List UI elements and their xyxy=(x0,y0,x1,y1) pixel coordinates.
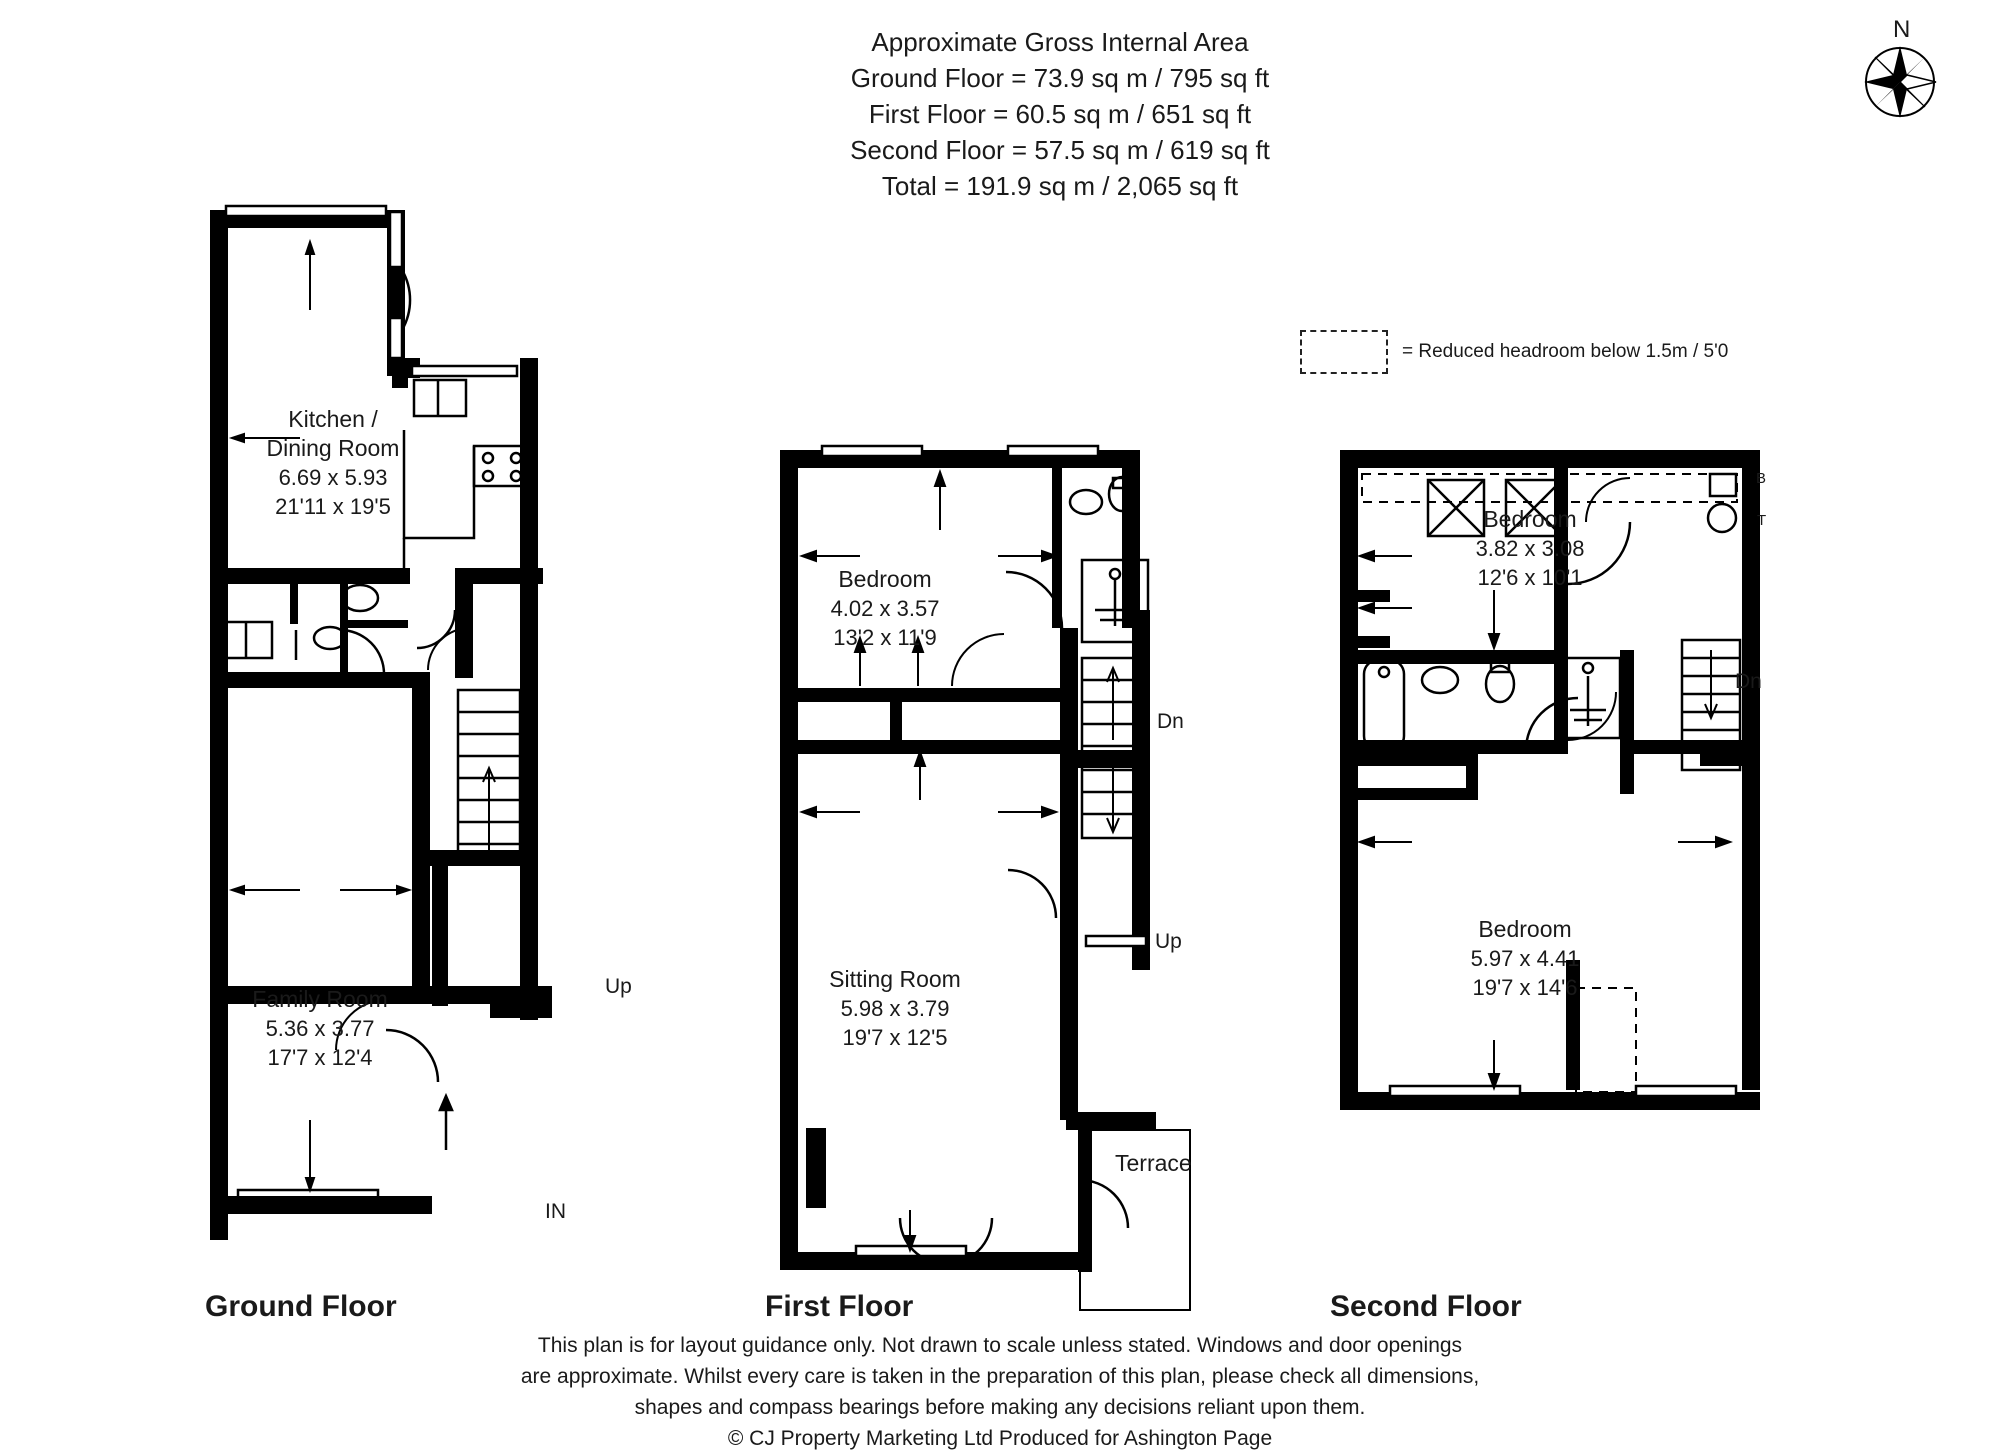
room-second-bedroom-small-name: Bedroom xyxy=(1483,506,1577,532)
compass-icon xyxy=(1845,20,1955,130)
tank-cupboard-label: T xyxy=(1757,512,1767,529)
disclaimer-copyright: © CJ Property Marketing Ltd Produced for Ashington Page xyxy=(727,1427,1273,1450)
room-second-bedroom-large xyxy=(1375,915,1675,1002)
compass-rose xyxy=(1845,16,1955,130)
room-kitchen-dining-name-1: Kitchen / xyxy=(288,406,378,432)
disclaimer-line-1: This plan is for layout guidance only. Not drawn to scale unless stated. Windows and door openings xyxy=(537,1334,1463,1357)
caption-ground-floor: Ground Floor xyxy=(205,1290,397,1323)
terrace-label: Terrace xyxy=(1115,1150,1192,1176)
room-sitting-imperial: 19'7 x 12'5 xyxy=(842,1025,948,1050)
area-total: Total = 191.9 sq m / 2,065 sq ft xyxy=(881,171,1239,201)
room-second-bedroom-small-imperial: 12'6 x 10'1 xyxy=(1477,565,1583,590)
room-kitchen-dining-imperial: 21'11 x 19'5 xyxy=(275,494,391,519)
room-second-bedroom-large-name: Bedroom xyxy=(1478,916,1572,942)
second-stairs-down-label: Dn xyxy=(1735,670,1762,693)
headroom-key-swatch xyxy=(1300,330,1388,374)
room-family-metric: 5.36 x 3.77 xyxy=(265,1016,375,1041)
ground-stairs-up-label: Up xyxy=(605,975,632,998)
area-summary xyxy=(700,24,1420,204)
boiler-cupboard-label: B xyxy=(1756,470,1767,487)
room-first-bedroom-imperial: 13'2 x 11'9 xyxy=(833,625,937,650)
room-sitting xyxy=(745,965,1045,1052)
headroom-key-label: = Reduced headroom below 1.5m / 5'0 xyxy=(1402,341,1729,362)
room-kitchen-dining-name-2: Dining Room xyxy=(266,435,400,461)
first-stairs-down-label: Dn xyxy=(1157,710,1184,733)
headroom-key xyxy=(1300,330,1728,374)
room-second-bedroom-large-imperial: 19'7 x 14'6 xyxy=(1472,975,1578,1000)
compass-north-label: N xyxy=(1893,16,1911,43)
area-first: First Floor = 60.5 sq m / 651 sq ft xyxy=(868,99,1252,129)
ground-floor-drawing xyxy=(190,190,710,1250)
area-second: Second Floor = 57.5 sq m / 619 sq ft xyxy=(850,135,1270,165)
room-second-bedroom-large-metric: 5.97 x 4.41 xyxy=(1470,946,1580,971)
room-first-bedroom-name: Bedroom xyxy=(838,566,932,592)
disclaimer-line-2: are approximate. Whilst every care is taken in the preparation of this plan, please check all dimensions, xyxy=(520,1365,1480,1388)
room-first-bedroom-metric: 4.02 x 3.57 xyxy=(830,596,940,621)
room-sitting-name: Sitting Room xyxy=(829,966,961,992)
disclaimer-line-3: shapes and compass bearings before making any decisions reliant upon them. xyxy=(634,1396,1366,1419)
area-summary-title: Approximate Gross Internal Area xyxy=(871,27,1249,57)
room-second-bedroom-small xyxy=(1380,505,1680,592)
room-sitting-metric: 5.98 x 3.79 xyxy=(840,996,950,1021)
first-stairs-up-label: Up xyxy=(1155,930,1182,953)
room-kitchen-dining-metric: 6.69 x 5.93 xyxy=(278,465,388,490)
caption-second-floor: Second Floor xyxy=(1330,1290,1522,1323)
room-family-imperial: 17'7 x 12'4 xyxy=(267,1045,373,1070)
room-kitchen-dining xyxy=(218,405,448,521)
room-second-bedroom-small-metric: 3.82 x 3.08 xyxy=(1475,536,1585,561)
disclaimer xyxy=(330,1330,1670,1454)
room-family xyxy=(170,985,470,1072)
caption-first-floor: First Floor xyxy=(765,1290,914,1323)
area-ground: Ground Floor = 73.9 sq m / 795 sq ft xyxy=(850,63,1270,93)
ground-entrance-label: IN xyxy=(545,1200,566,1223)
room-first-bedroom xyxy=(735,565,1035,652)
room-family-name: Family Room xyxy=(252,986,388,1012)
